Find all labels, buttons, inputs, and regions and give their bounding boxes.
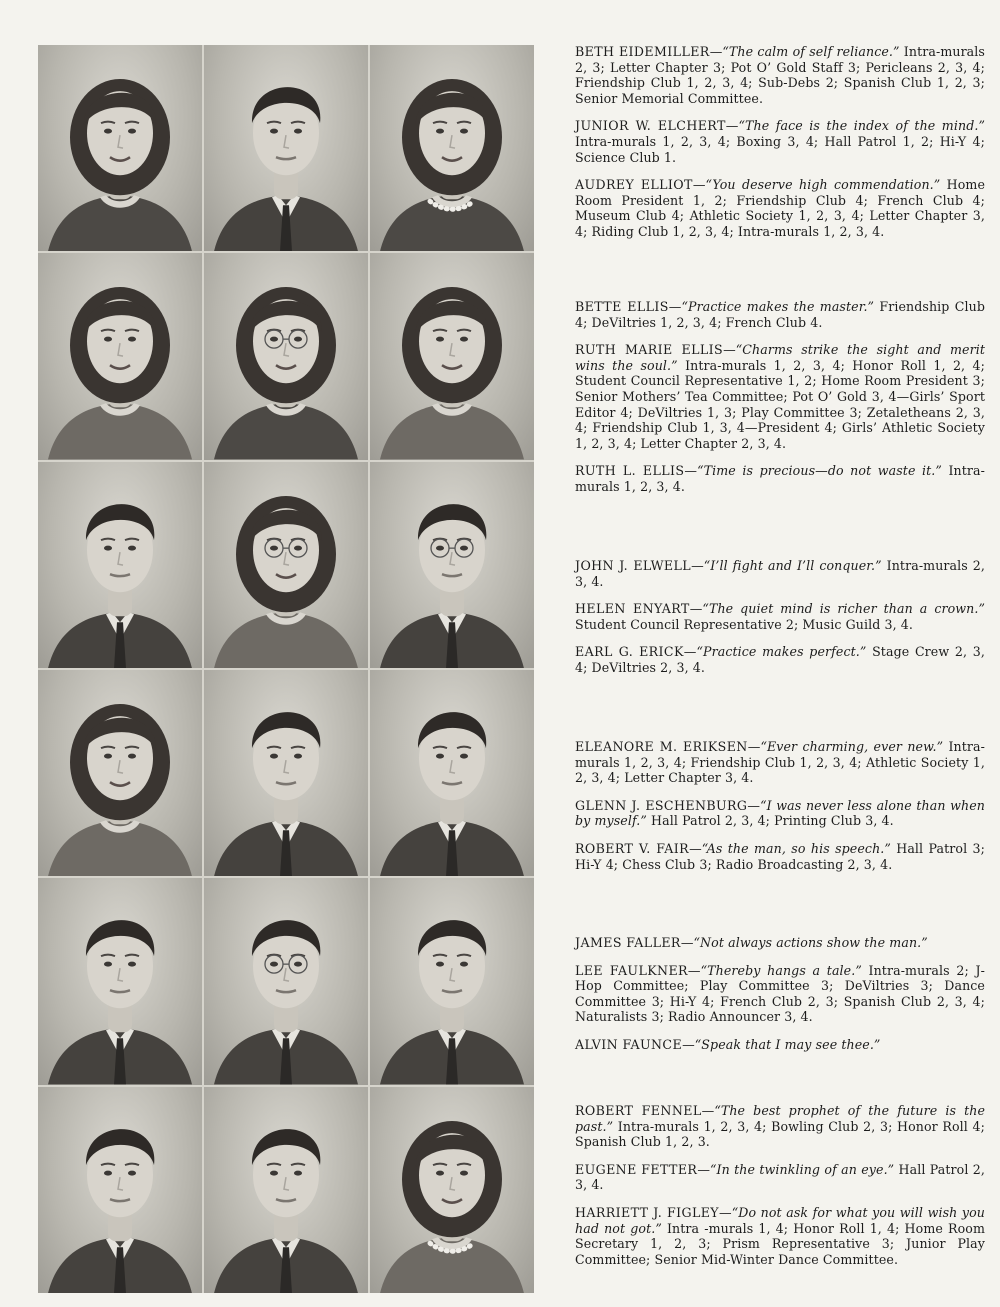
student-quote: “Ever charming, ever new.” (760, 739, 944, 754)
student-name: ROBERT FENNEL (575, 1103, 702, 1118)
bio-entry (575, 299, 985, 330)
name-separator: — (747, 739, 761, 754)
student-name: ROBERT V. FAIR (575, 840, 690, 856)
student-activities: Friendship Club 4; DeViltries 1, 2, 3, 4; French Club 4. (575, 299, 985, 330)
student-quote: “Do not ask for what you will wish you had not got.” (575, 1204, 985, 1236)
portrait-photo (370, 462, 534, 668)
bio-entry (575, 463, 985, 494)
name-separator: — (747, 797, 761, 813)
name-separator: — (687, 962, 701, 978)
bio-entry (575, 44, 985, 106)
student-quote: “The calm of self reliance.” (722, 44, 900, 59)
student-name: HELEN ENYART (575, 601, 690, 617)
bio-group-row-4 (575, 739, 985, 884)
name-separator: — (689, 601, 703, 617)
student-quote: “Practice makes the master.” (681, 299, 875, 314)
bio-entry (575, 601, 985, 632)
bio-entry (575, 841, 985, 872)
student-quote: “Time is precious—do not waste it.” (697, 463, 942, 479)
student-activities: Hall Patrol 2, 3, 4. (575, 1161, 985, 1193)
name-separator: — (697, 1161, 711, 1177)
student-name: RUTH L. ELLIS (575, 463, 685, 479)
student-activities: Intra-murals 1, 2, 3, 4; Friendship Club 1, 2, 3, 4; Athletic Society 1, 2, 3, 4; Letter Chapter 3, 4. (575, 739, 985, 786)
bio-entry (575, 798, 985, 829)
student-name: LEE FAULKNER (575, 962, 688, 978)
bio-entry (575, 1162, 985, 1193)
student-quote: “I’ll fight and I’ll conquer.” (703, 558, 882, 573)
portrait-photo (38, 253, 202, 459)
student-name: EUGENE FETTER (575, 1161, 698, 1177)
bio-entry (575, 342, 985, 451)
name-separator: — (723, 342, 736, 358)
portrait-photo (370, 878, 534, 1084)
student-quote: “You deserve high commendation.” (705, 177, 941, 193)
student-name: ELEANORE M. ERIKSEN (575, 739, 748, 754)
name-separator: — (684, 463, 698, 479)
name-separator: — (691, 558, 704, 573)
bio-entry (575, 644, 985, 675)
student-name: JUNIOR W. ELCHERT (575, 118, 726, 134)
student-quote: “In the twinkling of an eye.” (710, 1161, 895, 1177)
student-activities: Intra-murals 1, 2, 3, 4; Bowling Club 2, 3; Honor Roll 4; Spanish Club 1, 2, 3. (575, 1118, 985, 1150)
portrait-photo (204, 462, 368, 668)
bio-entry (575, 177, 985, 239)
student-activities: Home Room President 1, 2; Friendship Club 4; French Club 4; Museum Club 4; Athletic Society 1, 2, 3, 4; Letter Chapter 3, 4; Riding Club 1, 2, 3, 4; Intra-murals 1, 2, 3, 4. (575, 177, 985, 239)
student-quote: “Not always actions show the man.” (693, 935, 928, 950)
student-quote: “The face is the index of the mind.” (738, 118, 985, 134)
student-activities: Intra-murals 2; J-Hop Committee; Play Committee 3; DeViltries 3; Dance Committee 3; Hi-Y 4; French Club 2, 3; Spanish Club 2, 3, 4; Naturalists 3; Radio Announcer 3, 4. (575, 962, 985, 1025)
student-activities: Stage Crew 2, 3, 4; DeViltries 2, 3, 4. (575, 644, 985, 675)
portrait-photo (38, 462, 202, 668)
name-separator: — (683, 644, 697, 660)
student-name: GLENN J. ESCHENBURG (575, 797, 748, 813)
student-quote: “Charms strike the sight and merit wins the soul.” (575, 342, 986, 373)
student-activities: Hall Patrol 3; Hi-Y 4; Chess Club 3; Radio Broadcasting 2, 3, 4. (575, 840, 985, 872)
name-separator: — (709, 44, 723, 59)
portrait-photo (38, 670, 202, 876)
student-quote: “I was never less alone than when by myself.” (575, 797, 986, 829)
bio-entry (575, 1037, 985, 1053)
student-name: BETTE ELLIS (575, 299, 669, 314)
bio-group-row-6 (575, 1103, 985, 1279)
student-name: JOHN J. ELWELL (575, 558, 692, 573)
portrait-photo (370, 1087, 534, 1293)
bio-entry (575, 1205, 985, 1267)
student-activities: Hall Patrol 2, 3, 4; Printing Club 3, 4. (646, 813, 894, 829)
name-separator: — (692, 177, 706, 193)
portrait-grid (38, 45, 534, 1293)
name-separator: — (719, 1204, 732, 1220)
student-name: ALVIN FAUNCE (575, 1036, 683, 1052)
name-separator: — (701, 1103, 715, 1118)
bio-entry (575, 1103, 985, 1150)
portrait-photo (370, 45, 534, 251)
student-activities: Intra-murals 1, 2, 3, 4; Honor Roll 1, 2, 4; Student Council Representative 1, 2; Home Room President 3; Senior Mothers’ Tea Committee; Pot O’ Gold 3, 4—Girls’ Sport Editor 4; DeViltries 1, 3; Play Committee 3; Zetaletheans 2, 3, 4; Friendship Club 1, 3, 4—President 4; Girls’ Athletic Society 1, 2, 3, 4; Letter Chapter 2, 3, 4. (575, 357, 985, 451)
student-name: RUTH MARIE ELLIS (575, 342, 724, 358)
student-activities: Intra-murals 2, 3, 4. (575, 558, 986, 589)
portrait-photo (204, 1087, 368, 1293)
portrait-photo (38, 878, 202, 1084)
bio-entry (575, 963, 985, 1025)
portrait-photo (204, 878, 368, 1084)
bio-entry (575, 118, 985, 165)
student-quote: “The best prophet of the future is the past.” (575, 1103, 985, 1134)
student-quote: “Speak that I may see thee.” (694, 1036, 881, 1052)
student-name: HARRIETT J. FIGLEY (575, 1204, 720, 1220)
student-activities: Intra-murals 1, 2, 3, 4; Boxing 3, 4; Hall Patrol 1, 2; Hi-Y 4; Science Club 1. (575, 133, 985, 165)
portrait-photo (370, 253, 534, 459)
bio-entry (575, 558, 985, 589)
student-name: JAMES FALLER (575, 935, 681, 950)
portrait-photo (204, 253, 368, 459)
name-separator: — (680, 935, 694, 950)
name-separator: — (682, 1036, 695, 1052)
bio-group-row-2 (575, 299, 985, 507)
name-separator: — (725, 118, 739, 134)
student-quote: “As the man, so his speech.” (701, 840, 891, 856)
bio-group-row-5 (575, 935, 985, 1065)
name-separator: — (689, 840, 702, 856)
student-quote: “Practice makes perfect.” (696, 644, 867, 660)
portrait-photo (204, 670, 368, 876)
student-activities: Student Council Representative 2; Music Guild 3, 4. (575, 616, 914, 632)
bio-group-row-1 (575, 44, 985, 252)
bio-entry (575, 935, 985, 951)
portrait-photo (38, 45, 202, 251)
student-name: AUDREY ELLIOT (575, 177, 693, 193)
portrait-photo (204, 45, 368, 251)
student-name: EARL G. ERICK (575, 644, 684, 660)
student-activities: Intra-murals 1, 2, 3, 4. (575, 463, 985, 494)
student-name: BETH EIDEMILLER (575, 44, 710, 59)
student-quote: “Thereby hangs a tale.” (700, 962, 862, 978)
portrait-photo (370, 670, 534, 876)
bio-entry (575, 739, 985, 786)
student-quote: “The quiet mind is richer than a crown.” (702, 601, 986, 617)
student-activities: Intra -murals 1, 4; Honor Roll 1, 4; Home Room Secretary 1, 2, 3; Prism Representative 3; Junior Play Committee; Senior Mid-Winter Dance Committee. (575, 1220, 985, 1267)
bio-group-row-3 (575, 558, 985, 688)
name-separator: — (668, 299, 682, 314)
portrait-photo (38, 1087, 202, 1293)
student-activities: Intra-murals 2, 3; Letter Chapter 3; Pot O’ Gold Staff 3; Pericleans 2, 3, 4; Friendship Club 1, 2, 3, 4; Sub-Debs 2; Spanish Club 1, 2, 3; Senior Memorial Committee. (575, 44, 985, 106)
